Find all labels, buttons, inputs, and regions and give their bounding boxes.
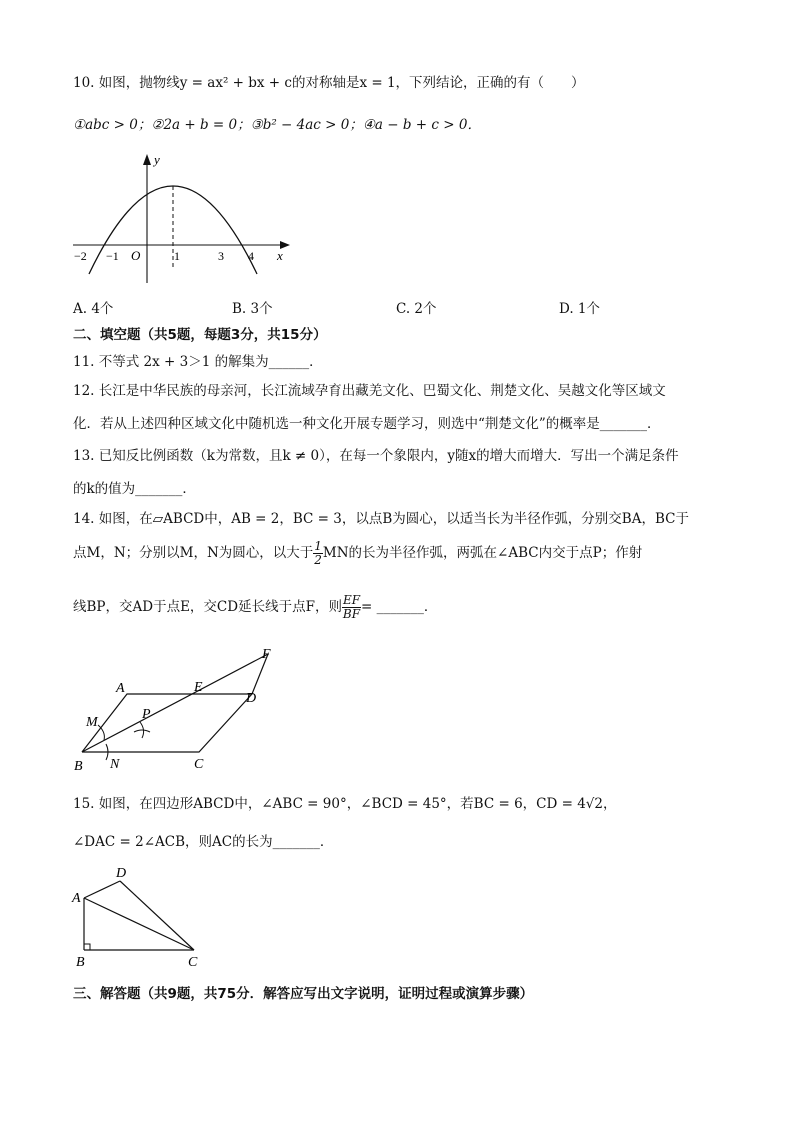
label-c: C [194, 757, 204, 772]
label-c: C [188, 955, 198, 970]
q10-option-a: A. 4个 [73, 301, 114, 317]
x-axis-label: x [277, 248, 283, 263]
q12-line2: 化．若从上述四种区域文化中随机选一种文化开展专题学习，则选中“荆楚文化”的概率是_______． [73, 416, 661, 432]
q14-line3-part-b: = _______． [361, 599, 438, 615]
q14-line1: 14. 如图，在▱ABCD中，AB = 2，BC = 3，以点B为圆心，以适当长为半径作弧，分别交BA，BC于 [73, 511, 689, 527]
q10-conditions: ①abc > 0；②2a + b = 0；③b² − 4ac > 0；④a − b + c > 0． [73, 117, 481, 133]
label-a: A [72, 891, 81, 906]
q12-line1: 12. 长江是中华民族的母亲河，长江流域孕育出藏羌文化、巴蜀文化、荆楚文化、吴越文化等区域文 [73, 383, 666, 399]
q10-option-b: B. 3个 [232, 301, 273, 317]
tick-3: 3 [218, 249, 224, 263]
parabola-graph [68, 148, 298, 288]
label-b: B [74, 759, 83, 774]
y-axis-label: y [154, 152, 160, 167]
q15-line2: ∠DAC = 2∠ACB，则AC的长为_______． [73, 834, 334, 850]
tick-1: 1 [174, 249, 180, 263]
section-2-heading: 二、填空题（共5题，每题3分，共15分） [73, 327, 327, 343]
q14-line3 [73, 594, 437, 621]
q14-line3-part-a: 线BP，交AD于点E，交CD延长线于点F，则 [73, 599, 342, 615]
section-3-heading: 三、解答题（共9题，共75分．解答应写出文字说明，证明过程或演算步骤） [73, 986, 534, 1002]
q14-line2-part-a: 点M，N；分别以M，N为圆心，以大于 [73, 545, 314, 561]
origin-label: O [131, 248, 141, 263]
label-a: A [116, 681, 125, 696]
q13-line1: 13. 已知反比例函数（k为常数，且k ≠ 0），在每一个象限内，y随x的增大而增大．写出一个满足条件 [73, 448, 679, 464]
q13-line2: 的k的值为_______． [73, 481, 196, 497]
label-d: D [246, 691, 257, 706]
q14-fraction-ef-bf: $\frac{EF}{BF}$ [342, 593, 361, 621]
q14-line2-part-b: MN的长为半径作弧，两弧在∠ABC内交于点P；作射 [322, 545, 643, 561]
quadrilateral-figure [70, 862, 215, 972]
tick-minus1: −1 [106, 249, 119, 263]
label-n: N [110, 757, 120, 772]
tick-4: 4 [248, 249, 254, 263]
label-f: F [262, 647, 271, 662]
q10-option-d: D. 1个 [559, 301, 601, 317]
q11-text: 11. 不等式 2x + 3＞1 的解集为______． [73, 354, 323, 370]
label-e: E [194, 680, 203, 695]
q10-stem: 10. 如图，抛物线y = ax² + bx + c的对称轴是x = 1，下列结论，正确的有（ ） [73, 75, 585, 91]
q14-line2 [73, 540, 642, 567]
label-b: B [76, 955, 85, 970]
label-d: D [116, 866, 127, 881]
label-p: P [142, 707, 151, 722]
q10-option-c: C. 2个 [396, 301, 437, 317]
q15-line1: 15. 如图，在四边形ABCD中，∠ABC = 90°，∠BCD = 45°，若BC = 6，CD = 4√2， [73, 796, 617, 812]
q14-fraction-half: $\frac{1}{2}$ [314, 539, 322, 567]
tick-minus2: −2 [74, 249, 87, 263]
parallelogram-figure [70, 640, 290, 775]
label-m: M [86, 715, 98, 730]
